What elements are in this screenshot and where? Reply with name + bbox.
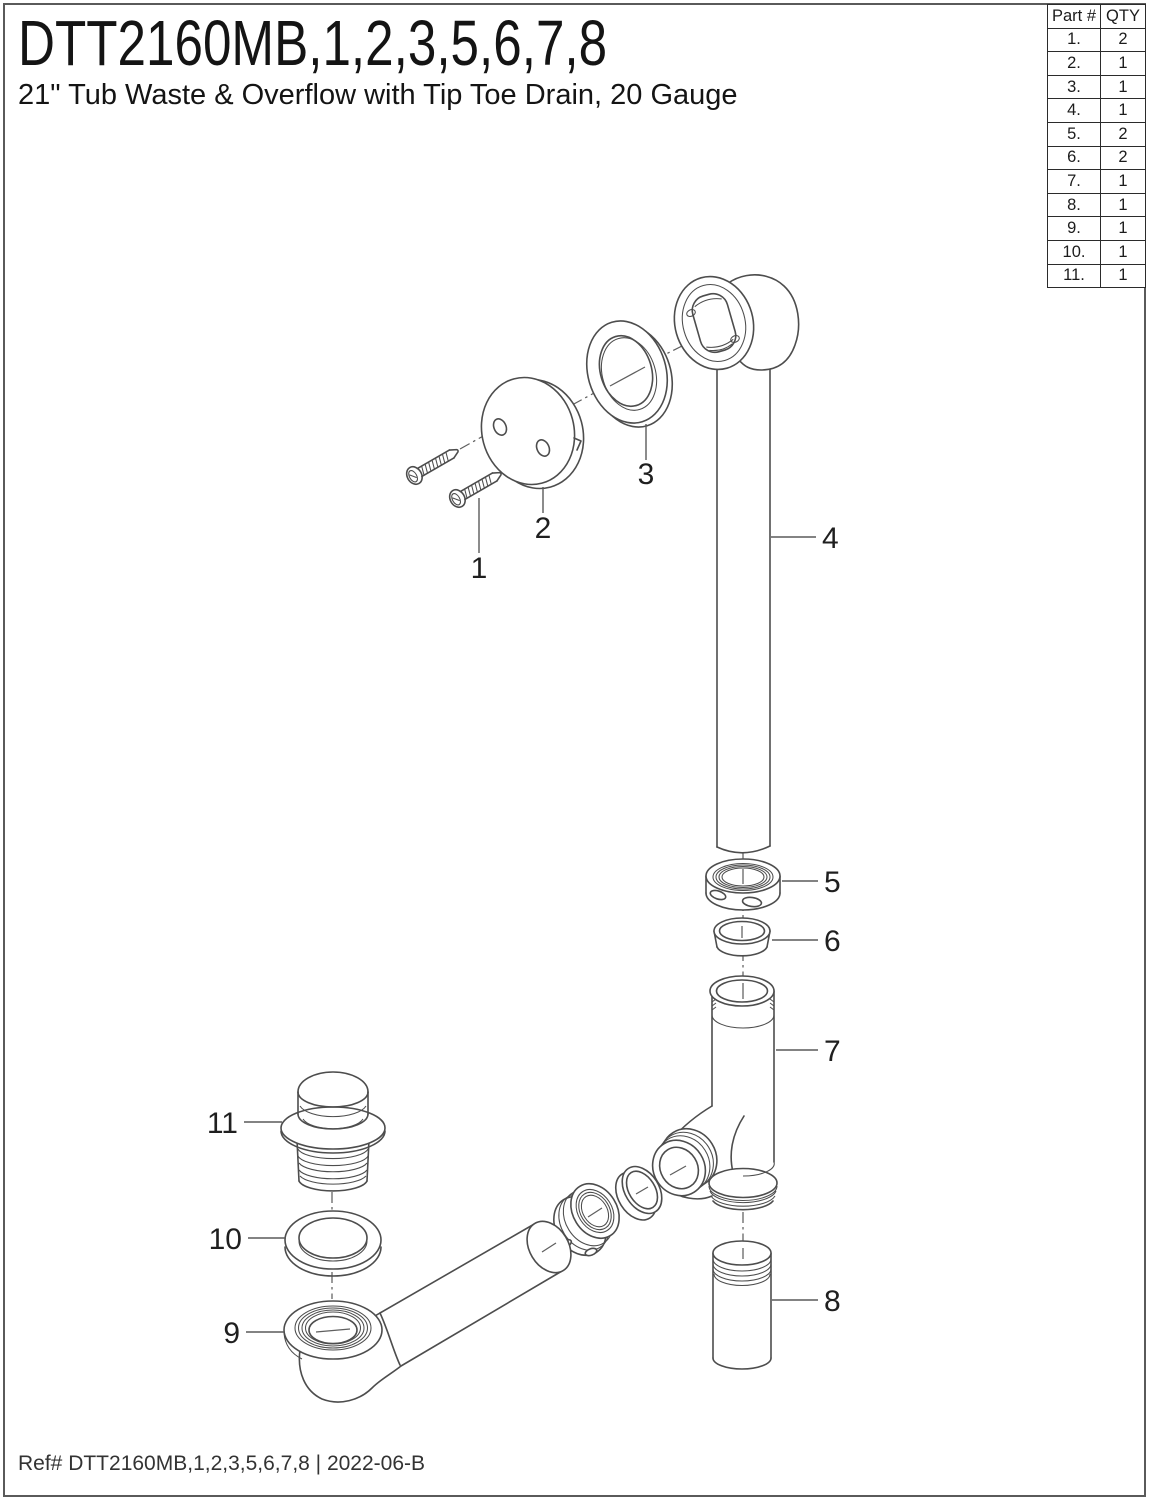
part-number: 9.	[1048, 217, 1101, 241]
parts-quantity-table	[1047, 4, 1146, 288]
part-qty: 1	[1101, 193, 1146, 217]
part-number: 3.	[1048, 75, 1101, 99]
part-qty: 1	[1101, 99, 1146, 123]
part-qty: 1	[1101, 170, 1146, 194]
callout-label-3: 3	[637, 458, 655, 491]
screw-2	[447, 465, 506, 510]
table-row	[1048, 240, 1146, 264]
table-row	[1048, 264, 1146, 288]
part-number: 4.	[1048, 99, 1101, 123]
callout-1	[471, 498, 488, 585]
callout-label-8: 8	[824, 1285, 841, 1318]
callout-7	[776, 1035, 841, 1068]
table-row	[1048, 28, 1146, 52]
page-title: DTT2160MB,1,2,3,5,6,7,8	[18, 7, 608, 79]
callout-label-11: 11	[206, 1107, 238, 1140]
part-qty: 1	[1101, 52, 1146, 76]
callout-11	[207, 1107, 282, 1140]
part-qty: 1	[1101, 217, 1146, 241]
callout-2	[535, 487, 552, 545]
part-qty: 2	[1101, 122, 1146, 146]
part-number: 7.	[1048, 170, 1101, 194]
table-row	[1048, 170, 1146, 194]
table-row	[1048, 146, 1146, 170]
part-qty: 2	[1101, 146, 1146, 170]
footer-reference: Ref# DTT2160MB,1,2,3,5,6,7,8 | 2022-06-B	[18, 1452, 426, 1475]
callout-8	[772, 1285, 841, 1318]
callout-label-1: 1	[470, 552, 488, 585]
part-number: 10.	[1048, 240, 1101, 264]
callout-6	[772, 925, 841, 958]
table-row	[1048, 75, 1146, 99]
beveled-washer-top	[714, 918, 770, 956]
callout-label-4: 4	[822, 522, 839, 555]
overflow-gasket-ring	[575, 311, 685, 437]
tailpiece-tube	[713, 1241, 771, 1369]
part-number: 2.	[1048, 52, 1101, 76]
table-header-row	[1048, 5, 1146, 29]
page-subtitle: 21" Tub Waste & Overflow with Tip Toe Drain, 20 Gauge	[18, 79, 738, 112]
callout-label-2: 2	[534, 512, 552, 545]
callout-label-9: 9	[223, 1317, 240, 1350]
callout-label-7: 7	[824, 1035, 841, 1068]
callout-9	[223, 1317, 284, 1350]
callout-4	[771, 522, 839, 555]
part-number: 8.	[1048, 193, 1101, 217]
tip-toe-stopper	[281, 1072, 385, 1191]
part-qty: 1	[1101, 75, 1146, 99]
col-header-part: Part #	[1048, 5, 1101, 29]
table-row	[1048, 122, 1146, 146]
screw-1	[404, 442, 463, 487]
part-qty: 2	[1101, 28, 1146, 52]
callout-10	[209, 1223, 286, 1256]
part-number: 11.	[1048, 264, 1101, 288]
part-number: 1.	[1048, 28, 1101, 52]
callout-label-10: 10	[208, 1223, 242, 1256]
part-qty: 1	[1101, 264, 1146, 288]
overflow-tube	[664, 267, 799, 853]
drain-flat-washer	[285, 1211, 381, 1276]
col-header-qty: QTY	[1101, 5, 1146, 29]
table-row	[1048, 193, 1146, 217]
table-row	[1048, 217, 1146, 241]
slip-nut-top	[706, 859, 780, 910]
table-row	[1048, 99, 1146, 123]
part-number: 6.	[1048, 146, 1101, 170]
callout-label-6: 6	[824, 925, 841, 958]
callout-5	[782, 866, 841, 899]
callout-label-5: 5	[824, 866, 841, 899]
part-number: 5.	[1048, 122, 1101, 146]
callout-3	[638, 424, 655, 491]
part-qty: 1	[1101, 240, 1146, 264]
waste-tee-tube	[642, 976, 777, 1210]
table-row	[1048, 52, 1146, 76]
